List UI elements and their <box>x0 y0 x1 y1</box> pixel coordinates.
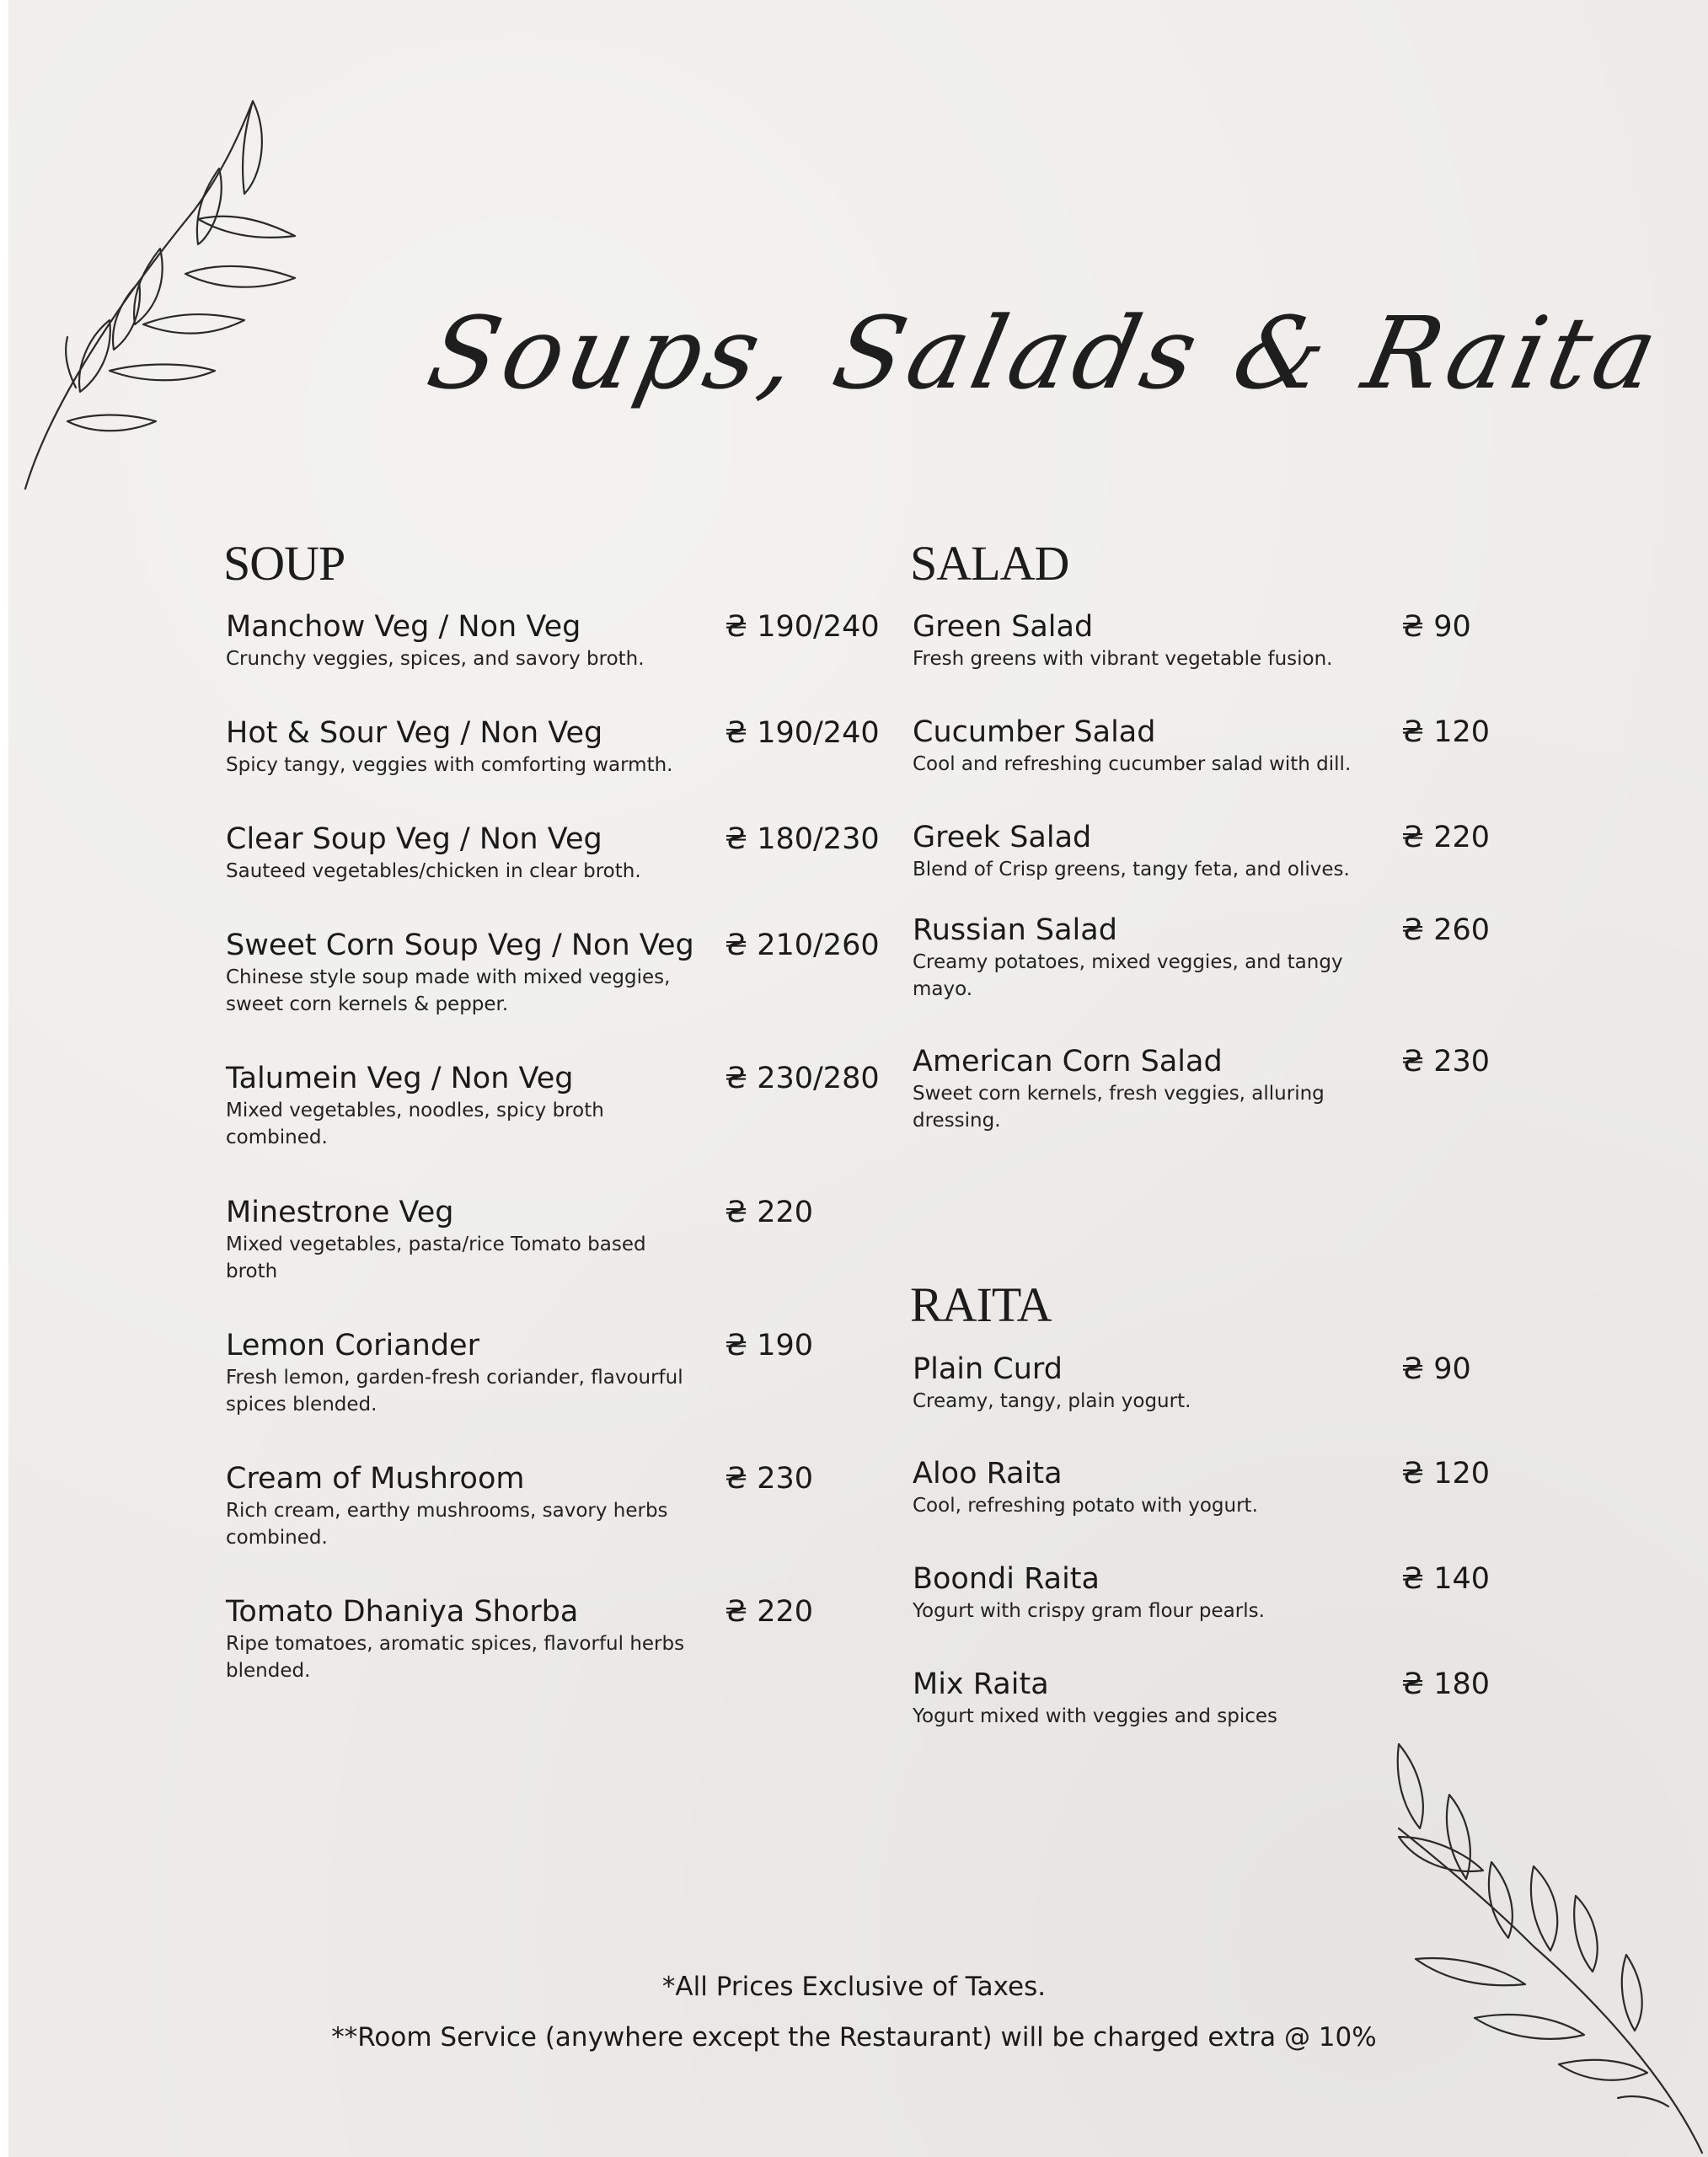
item-desc: Creamy potatoes, mixed veggies, and tangy mayo. <box>913 951 1343 1000</box>
item-desc: Spicy tangy, veggies with comforting warmth. <box>226 754 673 776</box>
item-price: ₴ 190 <box>725 1329 814 1362</box>
item-price: ₴ 90 <box>1401 610 1471 644</box>
page-title: Soups, Salads & Raita <box>418 295 1672 411</box>
item-price: ₴ 260 <box>1401 913 1491 947</box>
item-desc: Mixed vegetables, pasta/rice Tomato based broth <box>226 1234 646 1282</box>
menu-item <box>226 1593 883 1684</box>
item-name: Aloo Raita <box>913 1457 1063 1491</box>
item-desc: Creamy, tangy, plain yogurt. <box>913 1390 1191 1412</box>
item-name: Minestrone Veg <box>226 1196 454 1229</box>
item-desc: Sauteed vegetables/chicken in clear broth. <box>226 860 641 882</box>
item-price: ₴ 220 <box>1401 821 1491 854</box>
menu-item <box>913 714 1570 778</box>
leaf-branch-top-left-icon <box>17 84 354 506</box>
menu-page <box>8 0 1708 2157</box>
item-name: Talumein Veg / Non Veg <box>226 1062 574 1095</box>
item-name: American Corn Salad <box>913 1045 1223 1078</box>
item-name: Sweet Corn Soup Veg / Non Veg <box>226 929 694 962</box>
salad-heading: SALAD <box>910 536 1069 591</box>
item-price: ₴ 190/240 <box>725 716 880 750</box>
menu-item <box>913 1455 1570 1519</box>
item-name: Green Salad <box>913 610 1094 644</box>
item-name: Hot & Sour Veg / Non Veg <box>226 716 603 750</box>
menu-item <box>913 912 1570 1003</box>
item-desc: Rich cream, earthy mushrooms, savory herbs combined. <box>226 1500 668 1549</box>
menu-item <box>913 819 1570 883</box>
menu-item <box>226 608 883 672</box>
item-price: ₴ 210/260 <box>725 929 880 962</box>
item-price: ₴ 140 <box>1401 1562 1491 1596</box>
menu-item <box>226 1194 883 1285</box>
item-desc: Cool and refreshing cucumber salad with dill. <box>913 753 1352 775</box>
menu-item <box>913 1666 1570 1730</box>
room-service-note: **Room Service (anywhere except the Restaurant) will be charged extra @ 10% <box>331 2022 1377 2053</box>
menu-item <box>226 1327 883 1418</box>
raita-heading: RAITA <box>910 1277 1052 1332</box>
menu-item <box>226 1060 883 1151</box>
soup-heading: SOUP <box>223 536 345 591</box>
leaf-branch-bottom-right-icon <box>1382 1727 1708 2157</box>
menu-item <box>226 927 883 1018</box>
item-name: Russian Salad <box>913 913 1117 947</box>
item-name: Tomato Dhaniya Shorba <box>226 1595 579 1629</box>
item-price: ₴ 120 <box>1401 1457 1491 1491</box>
menu-item <box>226 821 883 885</box>
item-name: Boondi Raita <box>913 1562 1100 1596</box>
item-price: ₴ 90 <box>1401 1352 1471 1386</box>
item-price: ₴ 190/240 <box>725 610 880 644</box>
item-name: Cucumber Salad <box>913 715 1156 749</box>
menu-item <box>913 1351 1570 1415</box>
item-price: ₴ 220 <box>725 1595 814 1629</box>
item-price: ₴ 230 <box>1401 1045 1491 1078</box>
item-price: ₴ 180/230 <box>725 822 880 856</box>
menu-item <box>913 1043 1570 1134</box>
item-name: Clear Soup Veg / Non Veg <box>226 822 602 856</box>
menu-item <box>226 715 883 779</box>
item-name: Cream of Mushroom <box>226 1462 525 1496</box>
item-desc: Mixed vegetables, noodles, spicy broth combined. <box>226 1100 604 1148</box>
item-price: ₴ 180 <box>1401 1667 1491 1701</box>
item-name: Greek Salad <box>913 821 1092 854</box>
item-name: Plain Curd <box>913 1352 1063 1386</box>
item-name: Mix Raita <box>913 1667 1049 1701</box>
item-desc: Yogurt with crispy gram flour pearls. <box>913 1600 1265 1622</box>
item-name: Manchow Veg / Non Veg <box>226 610 581 644</box>
item-price: ₴ 230/280 <box>725 1062 880 1095</box>
item-desc: Blend of Crisp greens, tangy feta, and olives. <box>913 859 1350 880</box>
item-desc: Fresh lemon, garden-fresh coriander, flavourful spices blended. <box>226 1367 683 1416</box>
item-desc: Yogurt mixed with veggies and spices <box>913 1705 1278 1727</box>
item-price: ₴ 230 <box>725 1462 814 1496</box>
item-desc: Sweet corn kernels, fresh veggies, alluring dressing. <box>913 1083 1325 1132</box>
item-desc: Crunchy veggies, spices, and savory broth. <box>226 648 645 670</box>
item-desc: Ripe tomatoes, aromatic spices, flavorful herbs blended. <box>226 1633 685 1682</box>
item-name: Lemon Coriander <box>226 1329 479 1362</box>
menu-item <box>913 608 1570 672</box>
menu-item <box>913 1560 1570 1624</box>
item-desc: Fresh greens with vibrant vegetable fusion. <box>913 648 1333 670</box>
item-price: ₴ 120 <box>1401 715 1491 749</box>
item-desc: Chinese style soup made with mixed veggies, sweet corn kernels & pepper. <box>226 966 671 1015</box>
menu-item <box>226 1460 883 1551</box>
tax-note: *All Prices Exclusive of Taxes. <box>661 1972 1047 2002</box>
item-price: ₴ 220 <box>725 1196 814 1229</box>
item-desc: Cool, refreshing potato with yogurt. <box>913 1495 1258 1517</box>
